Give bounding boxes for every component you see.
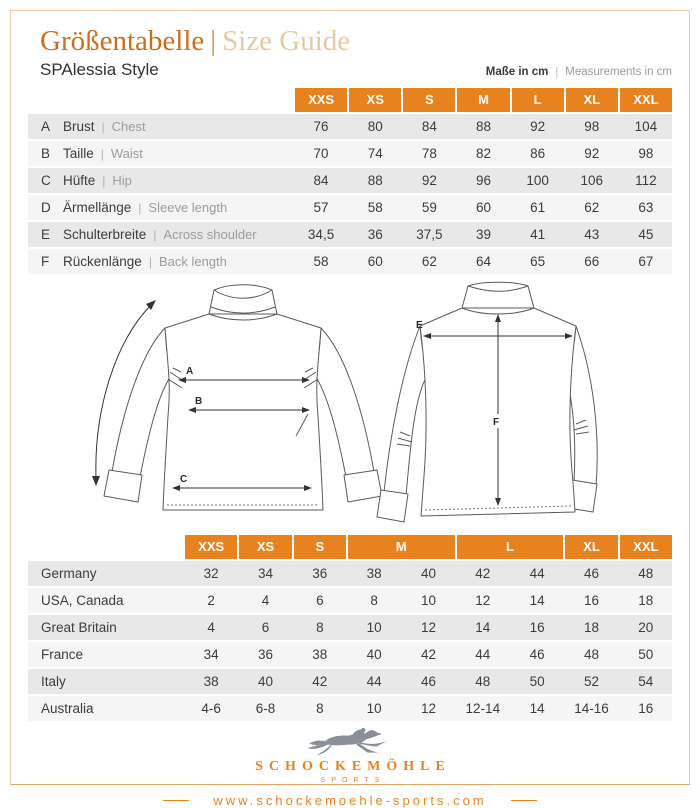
measurement-value-cell: 86 [530, 146, 546, 161]
label-english: Waist [110, 146, 143, 161]
measurement-value-cell: 76 [313, 119, 329, 134]
measurement-row [28, 222, 672, 247]
country-label [28, 696, 183, 721]
measurement-value-cell: 41 [530, 227, 546, 242]
brand-footer [0, 726, 700, 808]
measurement-row [28, 168, 672, 193]
measurement-value-cell: 34,5 [307, 227, 335, 242]
size-header-cell: L [512, 88, 564, 112]
product-style-name: SPAlessia Style [40, 60, 159, 79]
size-header-cell: M [457, 88, 509, 112]
conversion-value-cell: 8 [316, 620, 324, 635]
label-german: Hüfte [63, 173, 96, 188]
conversion-value-cell: 14 [475, 620, 491, 635]
measurement-value-cell: 78 [421, 146, 437, 161]
conversion-value-cell: 14 [529, 701, 545, 716]
size-header-cell: S [294, 535, 346, 559]
conversion-value-cell: 18 [583, 620, 599, 635]
measurement-value-cell: 70 [313, 146, 329, 161]
label-english: Chest [111, 119, 146, 134]
conversion-value-cell: 52 [583, 674, 599, 689]
conversion-value-cell: 20 [638, 620, 654, 635]
back-left-cuff [377, 490, 408, 522]
measurement-value-cell: 61 [530, 200, 546, 215]
conversion-value-cell: 34 [203, 647, 219, 662]
page-title [40, 24, 350, 58]
label-divider: | [138, 200, 142, 215]
measurement-label [28, 168, 293, 193]
conversion-value-cell: 12 [475, 593, 491, 608]
conversion-value-cell: 12 [420, 620, 436, 635]
conversion-value-cell: 8 [316, 701, 324, 716]
measurement-value-cell: 36 [367, 227, 383, 242]
conversion-value-cell: 4 [207, 620, 215, 635]
size-header-cell: XXL [620, 535, 672, 559]
size-header-cell: XS [239, 535, 291, 559]
page-header [40, 24, 350, 80]
conversion-value-cell: 48 [475, 674, 491, 689]
measure-label-f: F [493, 417, 500, 428]
title-divider: | [210, 25, 217, 57]
measurement-value-cell: 62 [584, 200, 600, 215]
measurement-value-cell: 45 [638, 227, 654, 242]
measure-label-b: B [195, 396, 203, 407]
label-divider: | [100, 146, 104, 161]
conversion-value-cell: 48 [638, 566, 654, 581]
conversion-value-cell: 46 [583, 566, 599, 581]
label-english: Sleeve length [148, 200, 228, 215]
measure-label-e: E [416, 320, 423, 331]
measurement-value-cell: 62 [421, 254, 437, 269]
measurement-label [28, 195, 293, 220]
conversion-value-cell: 46 [420, 674, 436, 689]
label-english: Hip [112, 173, 132, 188]
conversion-value-cell: 10 [366, 701, 382, 716]
country-label [28, 669, 183, 694]
conversion-value-cell: 16 [638, 701, 654, 716]
conversion-row [28, 588, 672, 613]
label-german: Brust [63, 119, 95, 134]
country-name: Great Britain [41, 620, 117, 635]
conversion-row [28, 561, 672, 586]
measurement-row [28, 195, 672, 220]
conversion-value-cell: 50 [638, 647, 654, 662]
measurement-value-cell: 58 [367, 200, 383, 215]
measurement-row [28, 141, 672, 166]
garment-diagram [0, 276, 700, 532]
measurement-value-cell: 74 [367, 146, 383, 161]
measurement-value-cell: 100 [526, 173, 549, 188]
measurement-value-cell: 39 [475, 227, 491, 242]
conversion-value-cell: 10 [366, 620, 382, 635]
conversion-value-cell: 38 [366, 566, 382, 581]
conversion-value-cell: 38 [203, 674, 219, 689]
country-label [28, 642, 183, 667]
size-header-cell: XL [566, 88, 618, 112]
measurement-value-cell: 92 [530, 119, 546, 134]
country-label [28, 561, 183, 586]
measure-key: E [41, 227, 51, 242]
country-name: Italy [41, 674, 66, 689]
measurement-label [28, 114, 293, 139]
conversion-value-cell: 44 [475, 647, 491, 662]
country-label [28, 615, 183, 640]
measurement-value-cell: 43 [584, 227, 600, 242]
measurement-value-cell: 98 [638, 146, 654, 161]
units-divider: | [555, 66, 559, 78]
country-name: Germany [41, 566, 97, 581]
measure-key: D [41, 200, 51, 215]
measurement-value-cell: 88 [367, 173, 383, 188]
measurement-value-cell: 92 [421, 173, 437, 188]
size-header-cell: M [348, 535, 455, 559]
conversion-value-cell: 32 [203, 566, 219, 581]
conversion-value-cell: 12 [420, 701, 436, 716]
measure-label-c: C [180, 474, 188, 485]
left-dash [163, 800, 189, 801]
label-divider: | [148, 254, 152, 269]
label-german: Taille [63, 146, 94, 161]
header-spacer [28, 535, 183, 559]
measure-key: A [41, 119, 51, 134]
conversion-value-cell: 40 [257, 674, 273, 689]
conversion-value-cell: 46 [529, 647, 545, 662]
conversion-value-cell: 16 [529, 620, 545, 635]
measurement-value-cell: 98 [584, 119, 600, 134]
measurement-value-cell: 96 [475, 173, 491, 188]
measurement-value-cell: 60 [367, 254, 383, 269]
measurements-header-row [28, 88, 672, 112]
measurement-value-cell: 63 [638, 200, 654, 215]
conversion-value-cell: 34 [257, 566, 273, 581]
title-german: Größentabelle [40, 25, 205, 57]
conversion-value-cell: 6 [316, 593, 324, 608]
size-header-cell: XS [349, 88, 401, 112]
conversion-value-cell: 18 [638, 593, 654, 608]
measurement-label [28, 249, 293, 274]
size-header-cell: XXS [295, 88, 347, 112]
units-english: Measurements in cm [565, 66, 672, 78]
garment-diagram-svg [0, 276, 700, 532]
conversion-value-cell: 38 [312, 647, 328, 662]
measure-key: C [41, 173, 51, 188]
conversion-value-cell: 42 [475, 566, 491, 581]
right-dash [511, 800, 537, 801]
measurement-value-cell: 84 [313, 173, 329, 188]
size-conversion-table [28, 535, 672, 723]
measurement-value-cell: 60 [475, 200, 491, 215]
measurement-value-cell: 57 [313, 200, 329, 215]
measurement-row [28, 114, 672, 139]
units-german: Maße in cm [485, 66, 549, 78]
measurement-value-cell: 59 [421, 200, 437, 215]
garment-back-view [377, 282, 597, 522]
conversion-value-cell: 50 [529, 674, 545, 689]
conversion-value-cell: 12-14 [465, 701, 501, 716]
measurement-value-cell: 65 [530, 254, 546, 269]
conversion-value-cell: 36 [312, 566, 328, 581]
measurement-value-cell: 92 [584, 146, 600, 161]
measurement-value-cell: 84 [421, 119, 437, 134]
conversion-value-cell: 6 [261, 620, 270, 635]
website-url: www.schockemoehle-sports.com [213, 793, 487, 808]
measurement-value-cell: 106 [580, 173, 604, 188]
conversion-value-cell: 8 [370, 593, 378, 608]
measurement-row [28, 249, 672, 274]
front-right-sleeve [314, 328, 374, 477]
label-divider: | [153, 227, 157, 242]
measurement-value-cell: 88 [475, 119, 491, 134]
country-label [28, 588, 183, 613]
label-divider: | [102, 173, 106, 188]
conversion-value-cell: 54 [638, 674, 654, 689]
conversion-row [28, 669, 672, 694]
conversion-value-cell: 4 [261, 593, 270, 608]
measurement-value-cell: 67 [638, 254, 654, 269]
conversion-value-cell: 14-16 [574, 701, 609, 716]
conversion-value-cell: 6-8 [255, 701, 276, 716]
label-german: Rückenlänge [63, 254, 142, 269]
conversion-value-cell: 40 [366, 647, 382, 662]
size-header-cell: XL [565, 535, 617, 559]
label-divider: | [101, 119, 105, 134]
conversion-value-cell: 16 [583, 593, 599, 608]
measurement-label [28, 141, 293, 166]
measurement-label [28, 222, 293, 247]
country-name: USA, Canada [41, 593, 124, 608]
conversion-value-cell: 2 [207, 593, 215, 608]
size-header-cell: L [457, 535, 564, 559]
measurement-value-cell: 104 [634, 119, 658, 134]
label-german: Schulterbreite [63, 227, 147, 242]
website-row [0, 793, 700, 808]
conversion-value-cell: 14 [529, 593, 545, 608]
size-measurements-table [28, 88, 672, 276]
conversion-value-cell: 44 [366, 674, 382, 689]
conversion-row [28, 642, 672, 667]
back-left-sleeve [384, 326, 428, 496]
header-spacer [28, 88, 293, 112]
conversion-value-cell: 4-6 [201, 701, 221, 716]
measurement-value-cell: 58 [313, 254, 329, 269]
conversion-header-row [28, 535, 672, 559]
country-name: France [41, 647, 84, 662]
measure-key: F [41, 254, 50, 269]
front-right-cuff [344, 470, 382, 502]
measurement-value-cell: 37,5 [416, 227, 443, 242]
measure-key: B [41, 146, 51, 161]
back-collar [462, 282, 534, 308]
measurement-value-cell: 112 [635, 173, 657, 188]
size-header-cell: S [403, 88, 455, 112]
brand-subtitle: SPORTS [320, 777, 386, 784]
label-english: Back length [158, 254, 227, 269]
conversion-row [28, 696, 672, 721]
conversion-value-cell: 42 [420, 647, 436, 662]
front-left-cuff [104, 470, 142, 502]
brand-name: SCHOCKEMÖHLE [255, 759, 451, 774]
measurement-value-cell: 64 [475, 254, 491, 269]
title-english: Size Guide [222, 25, 351, 57]
measurement-value-cell: 80 [367, 119, 383, 134]
conversion-value-cell: 44 [529, 566, 545, 581]
label-english: Across shoulder [163, 227, 257, 242]
garment-front-view [92, 285, 382, 510]
conversion-value-cell: 48 [583, 647, 599, 662]
conversion-row [28, 615, 672, 640]
size-header-cell: XXS [185, 535, 237, 559]
conversion-value-cell: 10 [420, 593, 436, 608]
conversion-value-cell: 42 [312, 674, 328, 689]
conversion-value-cell: 36 [257, 647, 273, 662]
measurement-value-cell: 66 [584, 254, 600, 269]
measure-label-a: A [186, 366, 194, 377]
measurement-value-cell: 82 [475, 146, 491, 161]
units-note [486, 66, 672, 78]
country-name: Australia [41, 701, 94, 716]
conversion-value-cell: 40 [420, 566, 436, 581]
size-header-cell: XXL [620, 88, 672, 112]
label-german: Ärmellänge [63, 200, 132, 215]
horse-rider-icon [302, 726, 398, 758]
sleeve-arrowhead-bottom [92, 476, 100, 486]
